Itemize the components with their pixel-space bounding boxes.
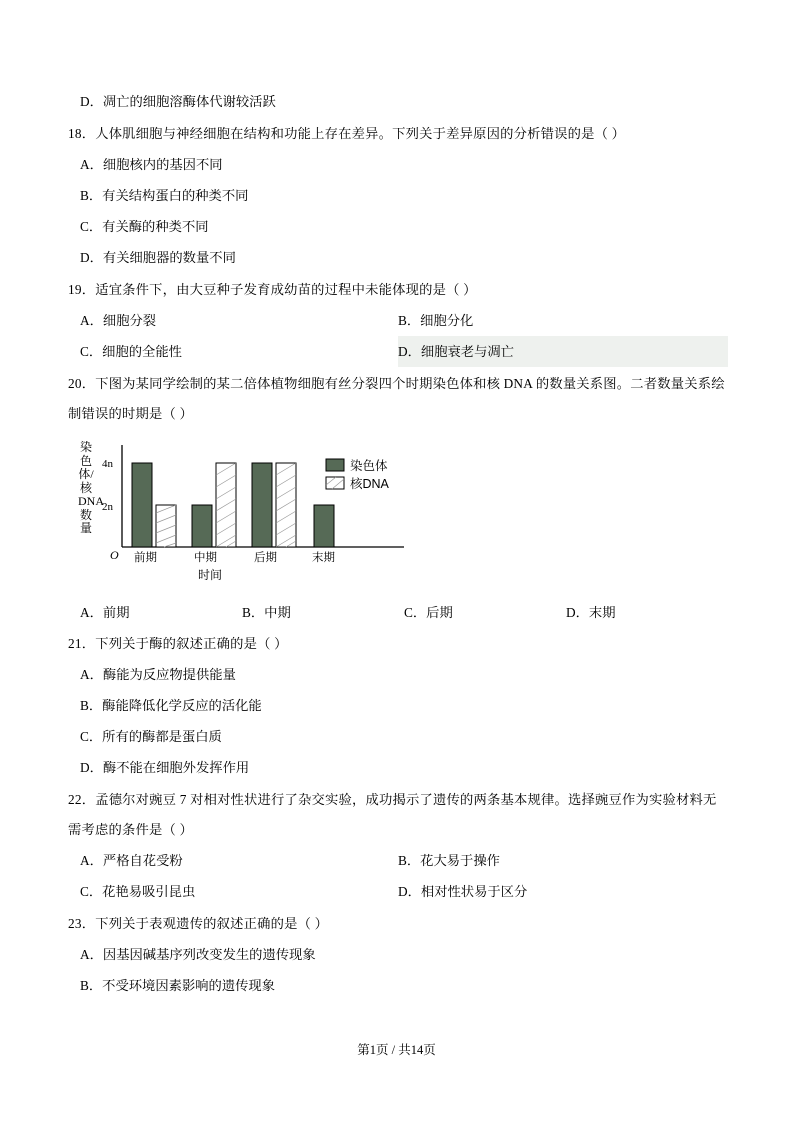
option-b: B．不受环境因素影响的遗传现象 — [80, 978, 276, 993]
page-footer: 第1页 / 共14页 — [357, 1043, 436, 1057]
option-c: C．后期 — [404, 605, 453, 620]
question-19 — [68, 275, 728, 367]
option-c: C．细胞的全能性 — [80, 344, 182, 359]
option-c: C．有关酶的种类不同 — [80, 219, 209, 234]
xtick-1: 中期 — [194, 552, 217, 564]
xtick-2: 后期 — [254, 552, 277, 564]
chart-ylabel: 染色体/核DNA数量 — [78, 440, 104, 535]
legend-swatch-0 — [326, 459, 344, 471]
option-a: A．因基因碱基序列改变发生的遗传现象 — [80, 947, 316, 962]
option-b: B．有关结构蛋白的种类不同 — [80, 188, 249, 203]
xtick-3: 末期 — [312, 552, 335, 564]
question-stem: 21．下列关于酶的叙述正确的是（ ） — [68, 636, 288, 651]
option-d: D．相对性状易于区分 — [398, 884, 528, 899]
figure-mitosis-chart — [68, 435, 728, 595]
origin-label: O — [110, 548, 119, 562]
question-stem: 20．下图为某同学绘制的某二倍体植物细胞有丝分裂四个时期染色体和核 DNA 的数量关系图。二者数量关系绘制错误的时期是（ ） — [68, 376, 725, 421]
page-content — [68, 86, 728, 1003]
option-a: A．细胞核内的基因不同 — [80, 157, 223, 172]
option-d: D．末期 — [566, 605, 616, 620]
option-a: A．酶能为反应物提供能量 — [80, 667, 236, 682]
chart-xlabel: 时间 — [198, 568, 223, 582]
question-stem: 18．人体肌细胞与神经细胞在结构和功能上存在差异。下列关于差异原因的分析错误的是（ ） — [68, 126, 626, 141]
option-b: B．酶能降低化学反应的活化能 — [80, 698, 262, 713]
question-20 — [68, 369, 728, 627]
question-stem: 19．适宜条件下，由大豆种子发育成幼苗的过程中未能体现的是（ ） — [68, 282, 477, 297]
option-b: B．花大易于操作 — [398, 853, 500, 868]
question-22 — [68, 785, 728, 907]
question-23 — [68, 909, 728, 1001]
ytick-2n: 2n — [102, 501, 113, 513]
option-b: B．细胞分化 — [398, 313, 474, 328]
option-d-17 — [68, 86, 728, 117]
option-a: A．严格自花受粉 — [80, 853, 183, 868]
option-a: A．细胞分裂 — [80, 313, 157, 328]
option-c: C．所有的酶都是蛋白质 — [80, 729, 222, 744]
ytick-4n: 4n — [102, 458, 113, 470]
option-b: B．中期 — [242, 605, 291, 620]
question-21 — [68, 629, 728, 783]
option-d: D．有关细胞器的数量不同 — [80, 250, 236, 265]
option-c: C．花艳易吸引昆虫 — [80, 884, 196, 899]
option-a: A．前期 — [80, 605, 130, 620]
bar-chart — [74, 435, 414, 585]
legend-label-1: 核DNA — [350, 477, 389, 491]
xtick-0: 前期 — [134, 552, 157, 564]
question-stem: 22．孟德尔对豌豆 7 对相对性状进行了杂交实验，成功揭示了遗传的两条基本规律。选择豌豆作为实验材料无需考虑的条件是（ ） — [68, 792, 717, 837]
option-d: D．细胞衰老与凋亡 — [398, 336, 728, 367]
legend-label-0: 染色体 — [350, 459, 388, 473]
question-18 — [68, 119, 728, 273]
option-text: D．凋亡的细胞溶酶体代谢较活跃 — [80, 94, 276, 109]
question-stem: 23．下列关于表观遗传的叙述正确的是（ ） — [68, 916, 329, 931]
option-d: D．酶不能在细胞外发挥作用 — [80, 760, 250, 775]
